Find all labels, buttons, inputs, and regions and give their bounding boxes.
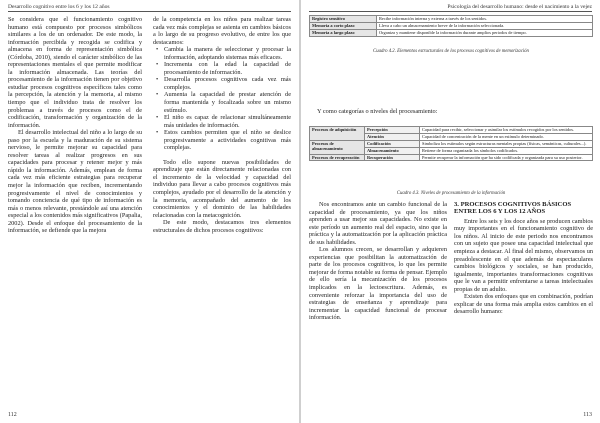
list-item: • Estos cambios permiten que el niño se deslice progresivamente a actividades cognitivas más complejas.	[164, 129, 291, 152]
table-cell-process: Almacenamiento	[365, 147, 420, 154]
table-cell-group: Procesos de adquisición	[310, 127, 365, 141]
running-head-left: Desarrollo cognitivo entre los 6 y los 12 años	[8, 4, 110, 10]
table-cell-process: Codificación	[365, 140, 420, 147]
left-column-2	[153, 16, 291, 234]
table-row	[310, 140, 593, 147]
paragraph: Y como categorías o niveles del procesamiento:	[317, 108, 438, 115]
bullet-list	[153, 46, 291, 152]
left-page	[0, 0, 299, 423]
header-rule-right	[309, 11, 592, 12]
table-cell-group: Procesos de almacenamiento	[310, 140, 365, 154]
table-row	[310, 154, 593, 161]
page-number-right: 113	[583, 412, 592, 418]
table-caption: Cuadro 4.2. Elementos estructurales de los procesos cognitivos de memorización	[373, 49, 529, 54]
paragraph: De este modo, destacamos tres elementos estructurales de dichos procesos cognitivos:	[153, 219, 291, 234]
table-row	[310, 29, 593, 36]
table-cell-value: Recibe información interna y externa a través de los sentidos.	[377, 16, 593, 23]
table-cell-value: Organiza y mantiene disponible la información durante amplios periodos de tiempo.	[377, 29, 593, 36]
table-cell-process: Percepción	[365, 127, 420, 134]
list-item: • Desarrolla procesos cognitivos cada vez más complejos.	[164, 76, 291, 91]
processing-levels-table	[309, 126, 593, 161]
table-cell-desc: Permite recuperar la información que ha sido codificada y organizada para su uso posterior.	[420, 154, 593, 161]
table-cell-key: Memoria a corto plazo	[310, 22, 377, 29]
right-column-2	[454, 201, 593, 316]
right-page	[301, 0, 600, 423]
page-number-left: 112	[8, 412, 17, 418]
table-cell-desc: Capacidad para recibir, seleccionar y asimilar los estímulos recogidos por los sentidos.	[420, 127, 593, 134]
paragraph: Entre los seis y los doce años se producen cambios muy importantes en el funcionamiento cognitivo de los niños. Al inicio de este periodo nos encontramos con un sujeto que posee una capacidad intelectual que empieza a destacar. Al final del mismo, observamos un preadolescente en el que además de espectaculares cambios biológicos y sociales, se han producido, igualmente, importantes transformaciones cognitivas que le van a permitir enfrentarse a tareas intelectuales propias de un adulto.	[454, 217, 593, 293]
paragraph: Los alumnos crecen, se desarrollan y adquieren experiencias que posibilitan la automatización de parte de los procesos cognitivos, lo que les permite mejorar de forma notable su forma de pensar. Ejemplo de ello sería la mecanización de los procesos implicados en la lectoescritura. Además, es conveniente reforzar la importancia del uso de estrategias de enseñanza y aprendizaje para incrementar la capacidad funcional de procesar información.	[309, 246, 447, 322]
table-row	[310, 16, 593, 23]
paragraph: El desarrollo intelectual del niño a lo largo de su paso por la escuela y la maduración de su sistema nervioso, le permite mejorar su capacidad para resolver tareas al realizar progresos en sus capacidades para procesar y retener mejor y más rápido la información. Además, emplean de forma cada vez más eficiente estrategias para recuperar mejor la información que reciben, incrementando progresivamente el nivel de conocimientos y tomando conciencia de qué tipo de información es más o menos relevante, prestándole así una atención especial a los contenidos más significativos (Papalia, 2002). Desde el enfoque del procesamiento de la información, se defiende que la mejora	[8, 129, 142, 235]
paragraph: Nos encontramos ante un cambio funcional de la capacidad de procesamiento, ya que los niños aprenden a usar mejor sus capacidades. No existe en este período un aumento real del espacio, sino que la práctica y la automatización por la aplicación práctica de sus habilidades.	[309, 201, 447, 246]
header-rule-left	[8, 11, 291, 12]
table-cell-desc: Retiene de forma organizada los símbolos codificados.	[420, 147, 593, 154]
table-cell-value: Lleva a cabo un almacenamiento breve de la información seleccionada.	[377, 22, 593, 29]
table-cell-desc: Simboliza los estímulos según estructuras mentales propias (físicas, semánticas, culturales...).	[420, 140, 593, 147]
table-cell-process: Atención	[365, 133, 420, 140]
list-item: • El niño es capaz de relacionar simultáneamente más unidades de información.	[164, 114, 291, 129]
right-column-1	[309, 201, 447, 322]
paragraph: Todo ello supone nuevas posibilidades de aprendizaje que están directamente relacionadas con el incremento de la velocidad y capacidad del individuo para llevar a cabo procesos cognitivos más complejos, ayudado por el desarrollo de la atención y la memoria, acompañado del aumento de los conocimientos y el dominio de las habilidades relacionadas con la metacognición.	[153, 158, 291, 219]
table-row	[310, 127, 593, 134]
paragraph: Existen dos enfoques que en combinación, podrían explicar de una forma más amplia estos cambios en el desarrollo humano:	[454, 293, 593, 316]
memory-elements-table	[309, 15, 593, 37]
left-column-1	[8, 16, 142, 235]
table-cell-group: Procesos de recuperación	[310, 154, 365, 161]
table-caption: Cuadro 4.3. Niveles de procesamiento de la información	[396, 191, 506, 196]
list-item: • Cambia la manera de seleccionar y procesar la información, adoptando sistemas más eficaces.	[164, 46, 291, 61]
paragraph: de la competencia en los niños para realizar tareas cada vez más complejas se asienta en cambios básicos a lo largo de su progreso evolutivo, de entre los que destacamos:	[153, 16, 291, 46]
table-cell-key: Registro sensitivo	[310, 16, 377, 23]
list-item: • Aumenta la capacidad de prestar atención de forma mantenida y focalizada sobre un mismo estímulo.	[164, 91, 291, 114]
paragraph: Se considera que el funcionamiento cognitivo humano está compuesto por procesos simbólicos similares a los de un ordenador. De este modo, la información percibida y recogida se codifica y almacena en forma de representación simbólica (Córdoba, 2010), siendo el carácter simbólico de las representaciones mentales el que permite modificar la información almacenada. Las teorías del procesamiento de la información tienen por objetivo estudiar procesos cognitivos específicos tales como la percepción, la atención y la memoria, al mismo tiempo que el individuo trata de resolver los problemas a través de procesos como el de codificación, transformación y organización de la información.	[8, 16, 142, 129]
list-item: • Incrementa con la edad la capacidad de procesamiento de información.	[164, 61, 291, 76]
table-row	[310, 22, 593, 29]
table-cell-key: Memoria a largo plazo	[310, 29, 377, 36]
running-head-right: Psicología del desarrollo humano: desde el nacimiento a la vejez	[447, 4, 592, 10]
table-cell-desc: Capacidad de concentración de la mente en un estímulo determinado.	[420, 133, 593, 140]
section-heading: 3. PROCESOS COGNITIVOS BÁSICOS ENTRE LOS 6 Y LOS 12 AÑOS	[454, 201, 572, 216]
table-cell-process: Recuperación	[365, 154, 420, 161]
